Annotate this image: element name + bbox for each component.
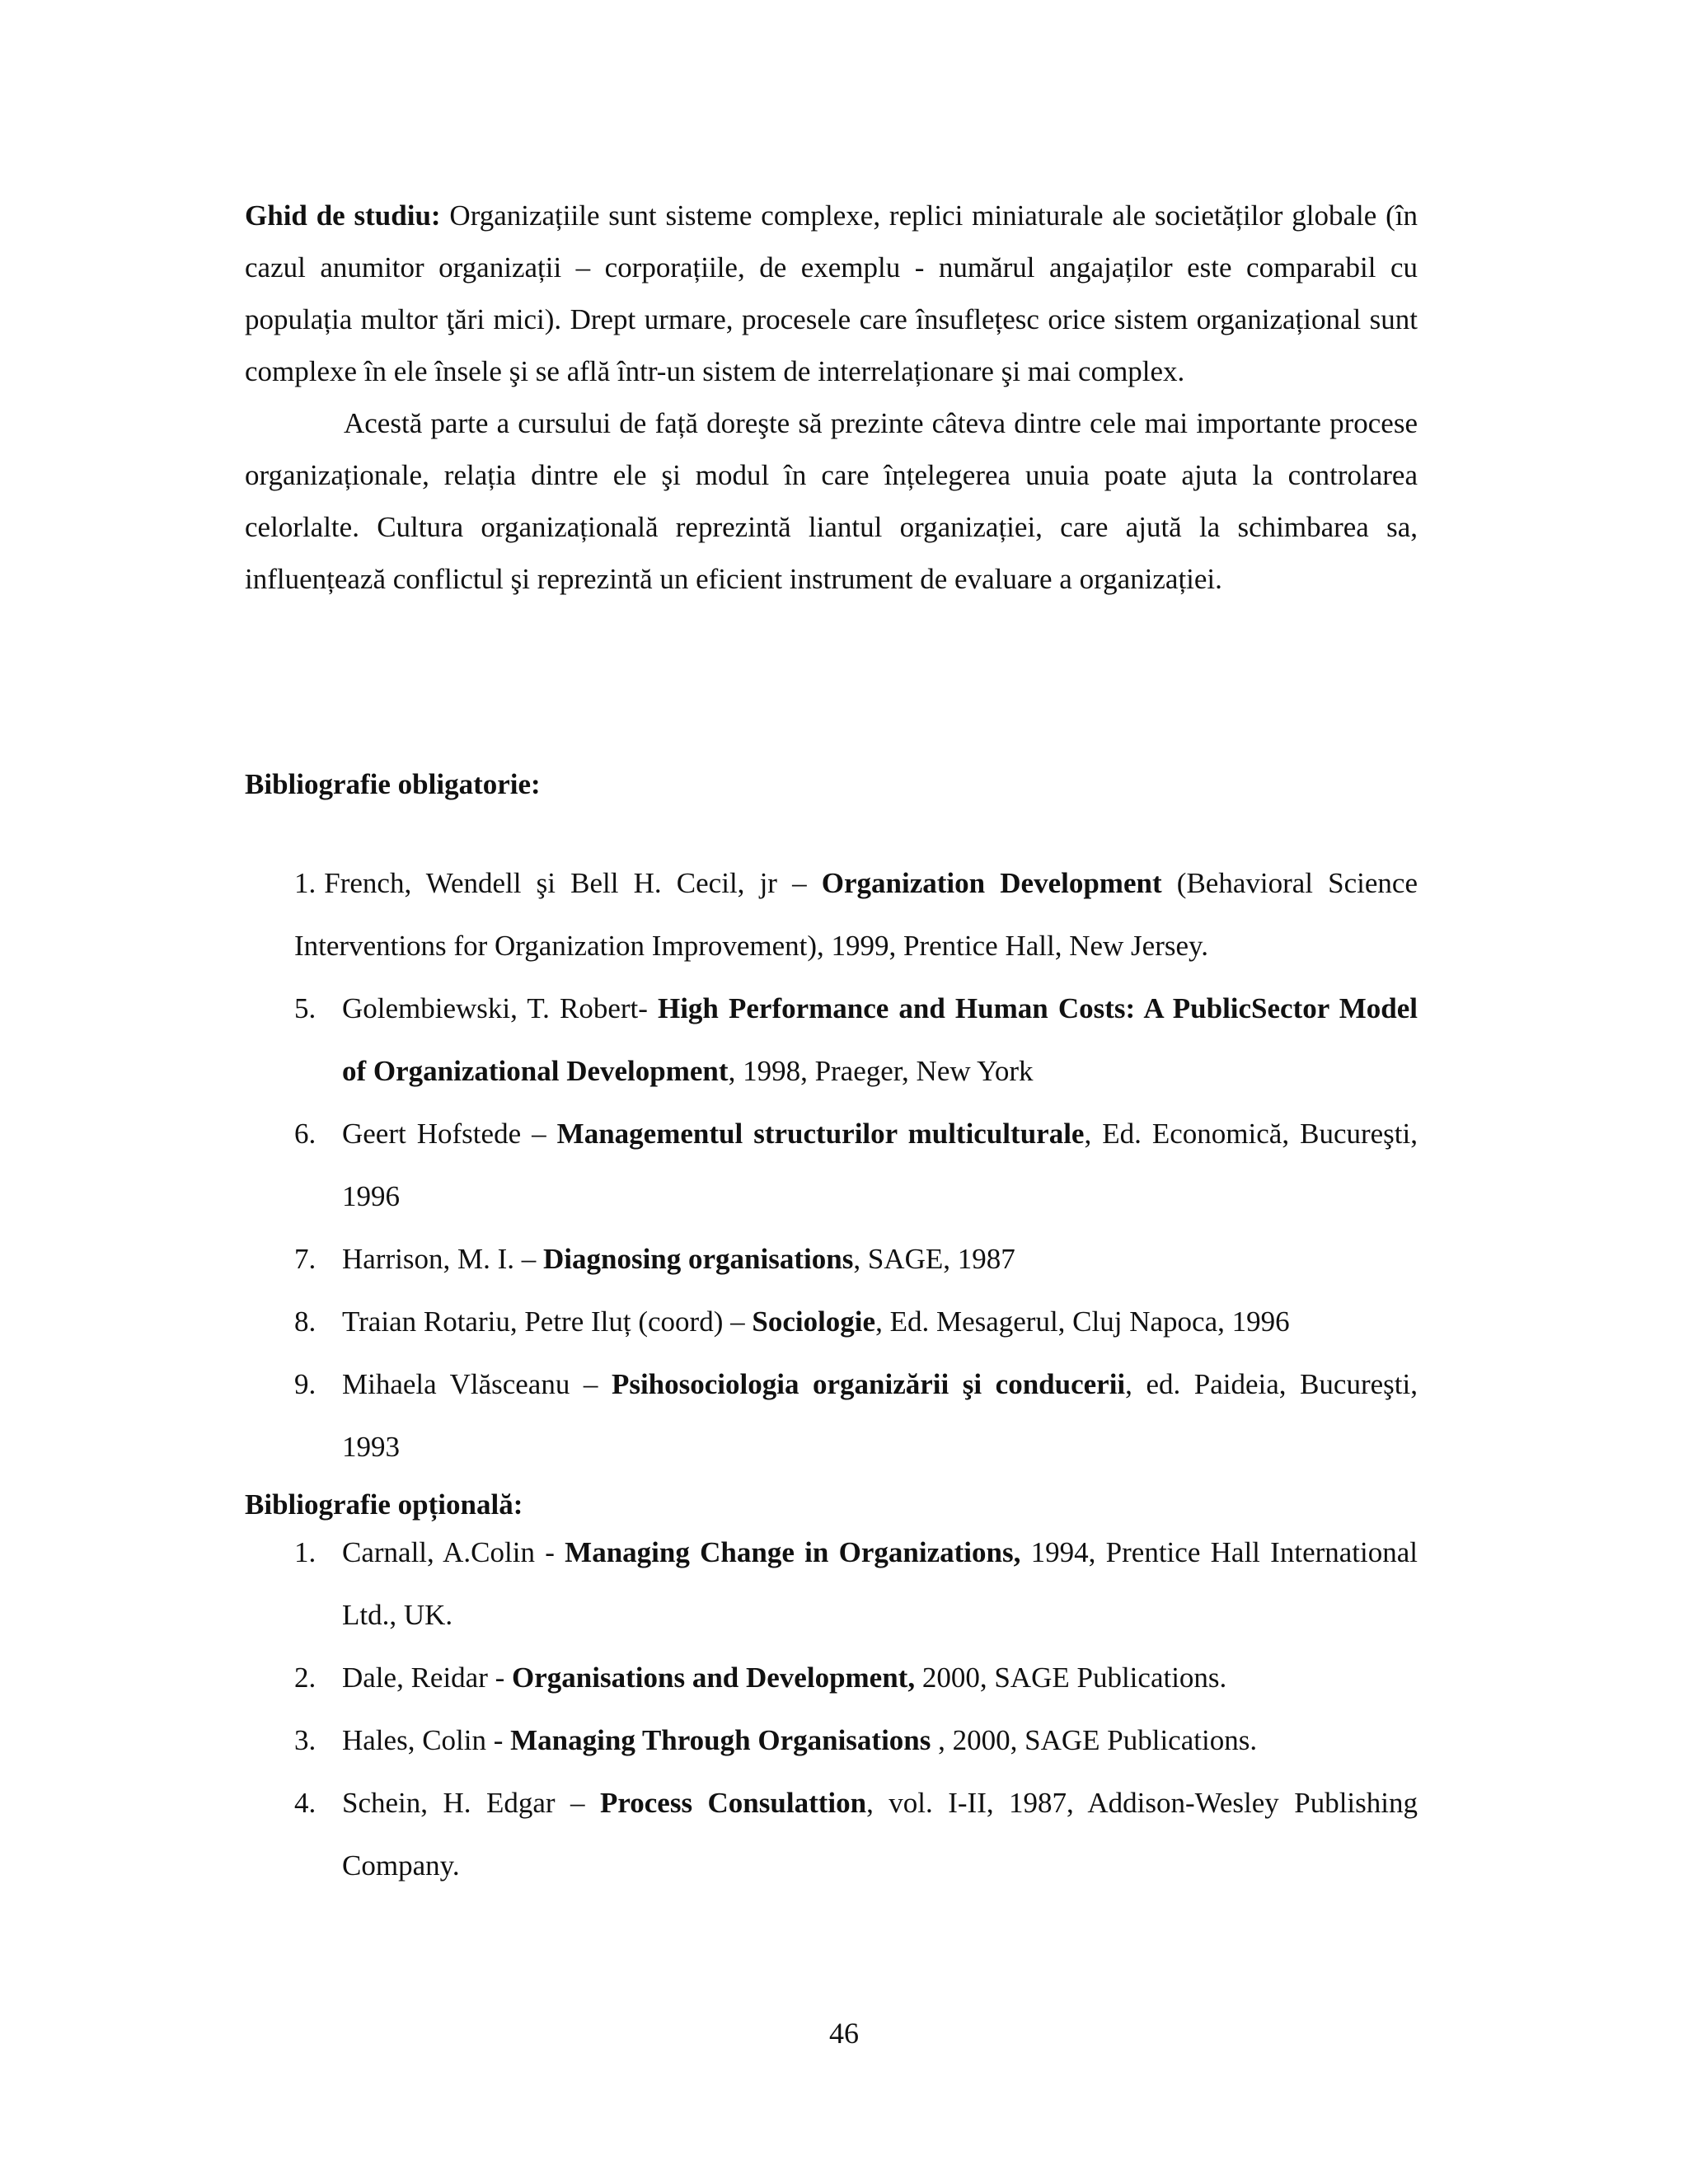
list-item <box>294 1103 1418 1228</box>
item-number: 6. <box>294 1118 316 1150</box>
list-item <box>294 852 1418 977</box>
list-item <box>294 1353 1418 1479</box>
item-authors: Harrison, M. I. – <box>342 1243 543 1275</box>
list-item <box>294 1291 1418 1353</box>
item-number: 8. <box>294 1305 316 1338</box>
item-details: , Ed. Economică, Bucureşti, 1996 <box>342 1118 1418 1212</box>
study-guide-text: Organizațiile sunt sisteme complexe, replici miniaturale ale societăților globale (în cazul anumitor organizații – corporațiile, de exemplu - numărul angajaților este comparabil cu populația multor ţări mici). Drept urmare, procesele care însuflețesc orice sistem organizațional sunt complexe în ele însele şi se află într-un sistem de interrelaționare şi mai complex. <box>245 199 1418 387</box>
item-title: Diagnosing organisations <box>543 1243 854 1275</box>
item-authors: Mihaela Vlăsceanu – <box>342 1368 612 1400</box>
item-authors: Carnall, A.Colin - <box>342 1536 565 1568</box>
item-authors: Golembiewski, T. Robert- <box>342 992 658 1024</box>
item-authors: French, Wendell şi Bell H. Cecil, jr – <box>324 867 822 899</box>
study-guide-section <box>245 190 1418 605</box>
item-details: , Ed. Mesagerul, Cluj Napoca, 1996 <box>875 1305 1290 1338</box>
item-details: , 1998, Praeger, New York <box>728 1055 1034 1087</box>
item-number: 1. <box>294 1536 316 1568</box>
list-item <box>294 977 1418 1103</box>
item-details: , 2000, SAGE Publications. <box>931 1724 1258 1756</box>
item-title: Psihosociologia organizării şi conducerii <box>611 1368 1126 1400</box>
item-title: Process Consulattion <box>599 1787 867 1819</box>
item-title: Organisations and Development, <box>512 1661 916 1694</box>
study-guide-lead: Ghid de studiu: <box>245 199 441 232</box>
item-number: 2. <box>294 1661 316 1694</box>
list-item <box>294 1228 1418 1291</box>
item-number: 7. <box>294 1243 316 1275</box>
item-number: 4. <box>294 1787 316 1819</box>
mandatory-bibliography-heading: Bibliografie obligatorie: <box>245 768 541 800</box>
item-title: Managing Through Organisations <box>510 1724 931 1756</box>
page-number: 46 <box>829 2017 859 2050</box>
item-number: 1. <box>294 867 316 899</box>
item-title: Managing Change in Organizations, <box>565 1536 1021 1568</box>
list-item <box>294 1772 1418 1897</box>
item-details: , SAGE, 1987 <box>853 1243 1015 1275</box>
item-title: Sociologie <box>752 1305 876 1338</box>
item-authors: Geert Hofstede – <box>342 1118 557 1150</box>
list-item <box>294 1647 1418 1709</box>
list-item <box>294 1521 1418 1647</box>
item-details: (Behavioral Science Interventions for Organization Improvement), 1999, Prentice Hall, New Jersey. <box>294 867 1418 962</box>
mandatory-bibliography-list <box>294 852 1418 1479</box>
item-details: , vol. I-II, 1987, Addison-Wesley Publishing Company. <box>342 1787 1418 1882</box>
optional-bibliography-heading: Bibliografie opțională: <box>245 1488 523 1521</box>
item-title: Organization Development <box>821 867 1162 899</box>
list-item <box>294 1709 1418 1772</box>
item-number: 9. <box>294 1368 316 1400</box>
item-number: 5. <box>294 992 316 1024</box>
optional-bibliography-list <box>294 1521 1418 1897</box>
item-authors: Dale, Reidar - <box>342 1661 513 1694</box>
item-details: 1994, Prentice Hall International Ltd., UK. <box>342 1536 1418 1631</box>
item-details: , ed. Paideia, Bucureşti, 1993 <box>342 1368 1418 1463</box>
item-title: High Performance and Human Costs: A PublicSector Model of Organizational Development <box>342 992 1418 1087</box>
item-authors: Traian Rotariu, Petre Iluț (coord) – <box>342 1305 753 1338</box>
item-number: 3. <box>294 1724 316 1756</box>
study-guide-paragraph-2: Acestă parte a cursului de față doreşte să prezinte câteva dintre cele mai importante procese organizaționale, relația dintre ele şi modul în care înțelegerea unuia poate ajuta la controlarea celorlalte. Cultura organizațională reprezintă liantul organizației, care ajută la schimbarea sa, influențează conflictul şi reprezintă un eficient instrument de evaluare a organizației. <box>245 407 1418 595</box>
item-details: 2000, SAGE Publications. <box>915 1661 1227 1694</box>
item-title: Managementul structurilor multiculturale <box>556 1118 1085 1150</box>
study-guide-paragraph-1 <box>245 190 1418 397</box>
item-authors: Hales, Colin - <box>342 1724 511 1756</box>
item-authors: Schein, H. Edgar – <box>342 1787 600 1819</box>
